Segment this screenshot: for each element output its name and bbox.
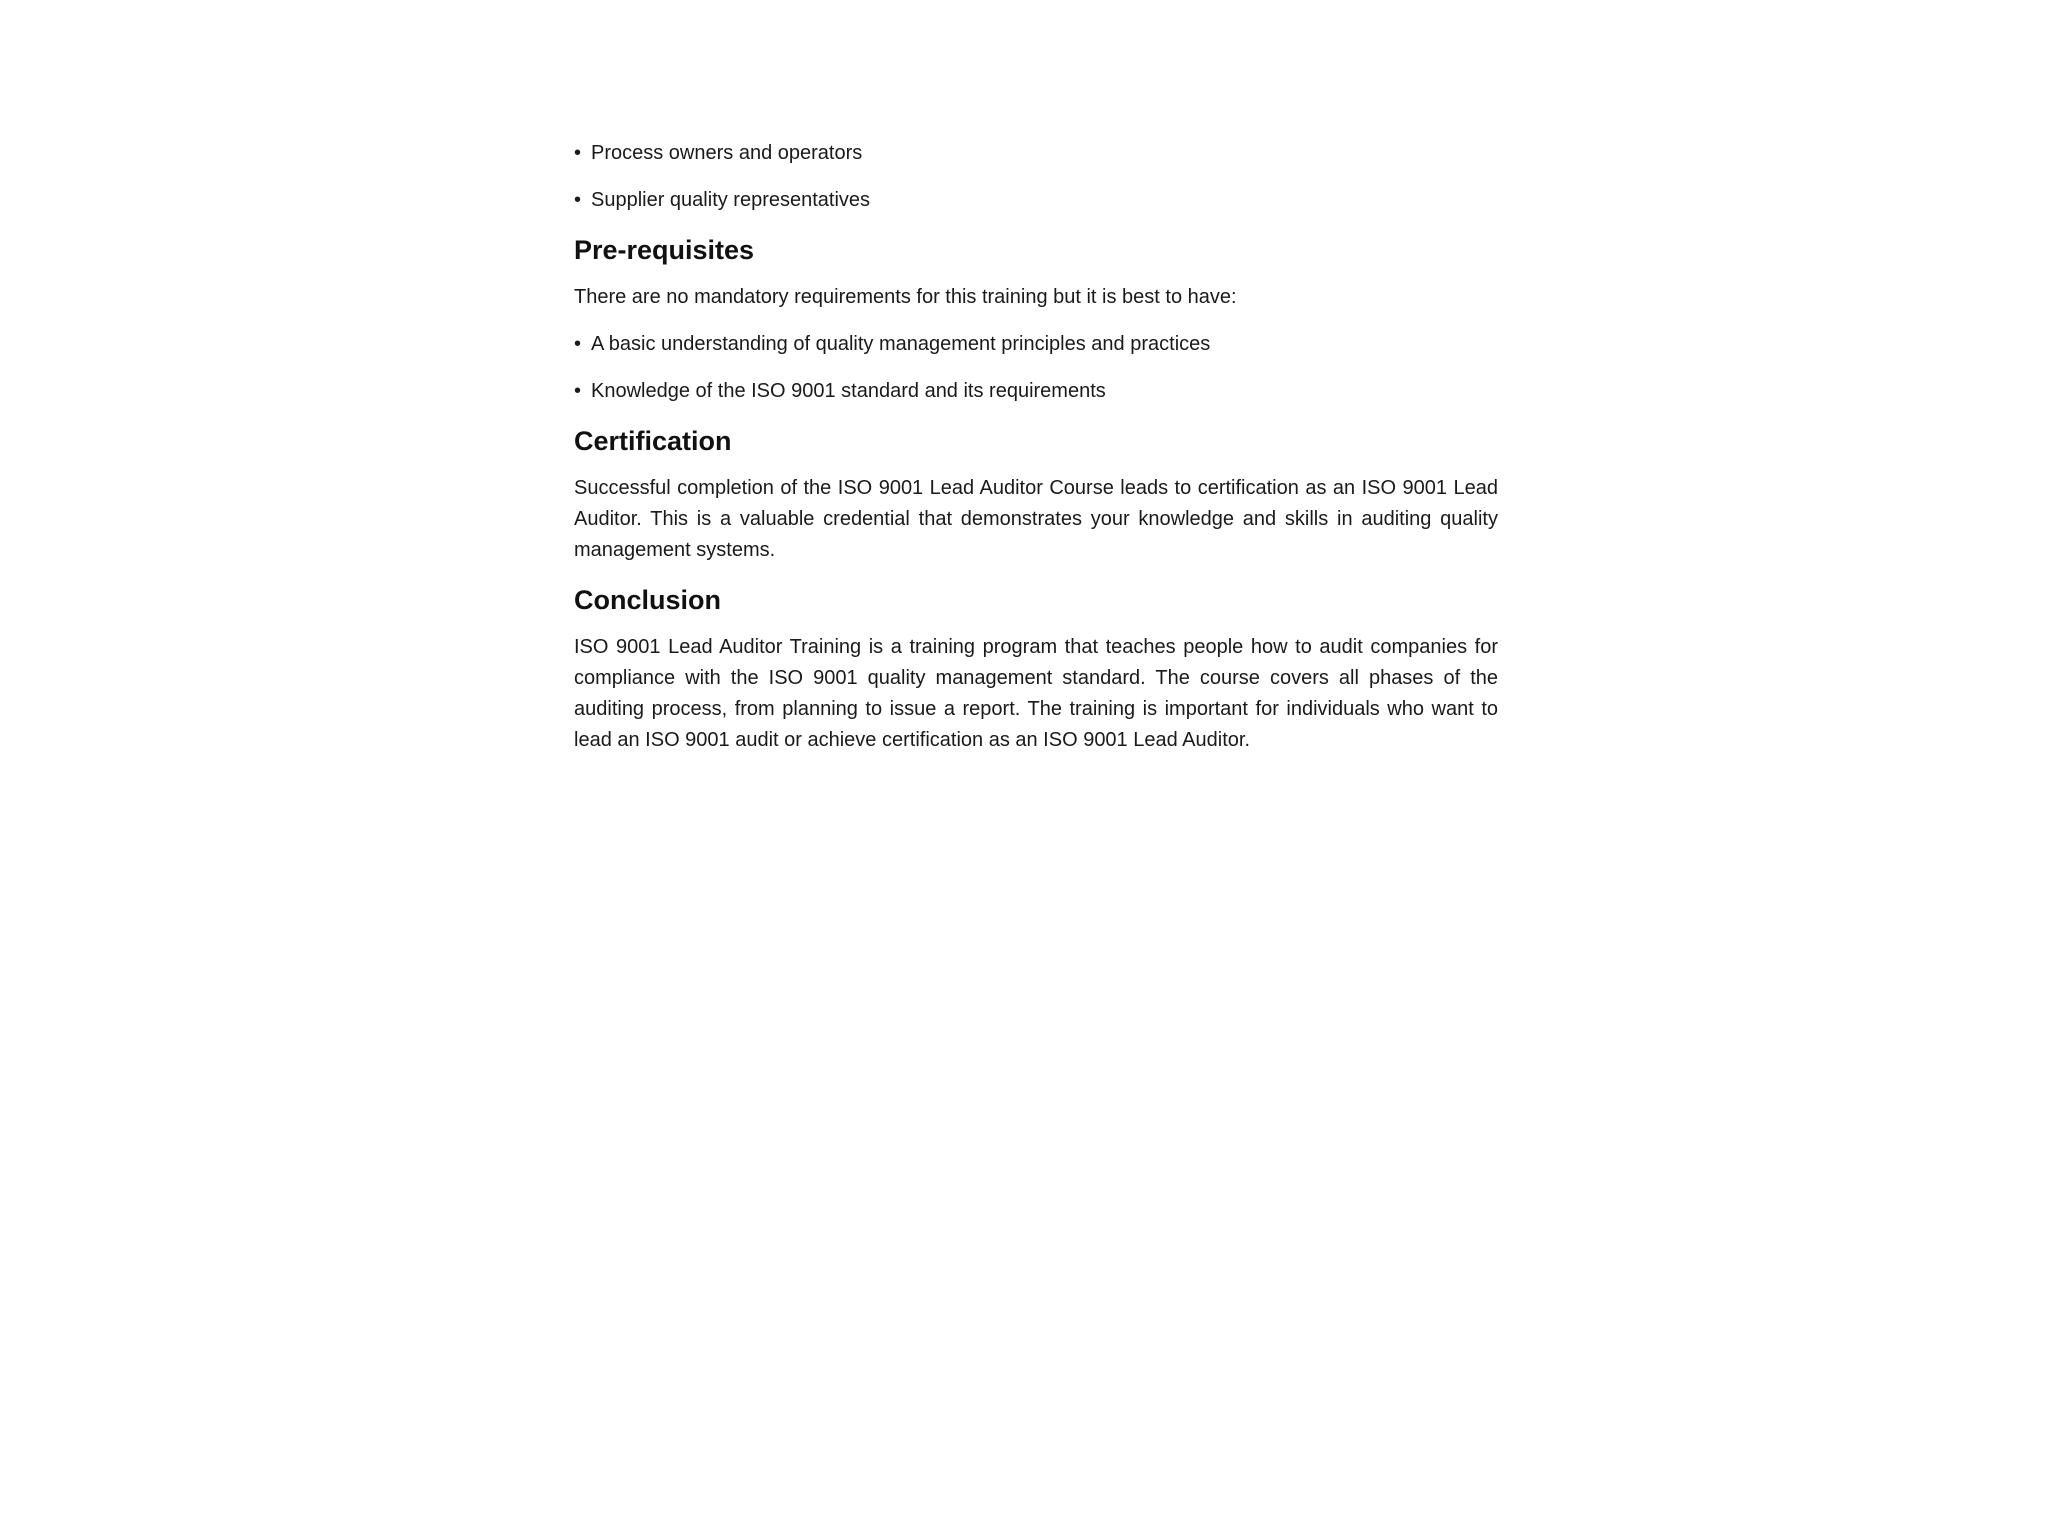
bullet-glyph: • xyxy=(574,333,582,355)
conclusion-body: ISO 9001 Lead Auditor Training is a training program that teaches people how to audit companies for compliance with the ISO 9001 quality management standard. The course covers all phases of the auditing process, from planning to issue a report. The training is important for individuals who want to lead an ISO 9001 audit or achieve certification as an ISO 9001 Lead Auditor. xyxy=(574,636,1498,751)
bullet-glyph: • xyxy=(574,380,582,402)
bullet-item xyxy=(574,329,1498,360)
bullet-text: Process owners and operators xyxy=(591,142,863,164)
certification-body: Successful completion of the ISO 9001 Lead Auditor Course leads to certification as an ISO 9001 Lead Auditor. This is a valuable credential that demonstrates your knowledge and skills in auditing quality management systems. xyxy=(574,477,1498,561)
bullet-text: Knowledge of the ISO 9001 standard and its requirements xyxy=(591,380,1106,402)
bullet-text: A basic understanding of quality management principles and practices xyxy=(591,333,1211,355)
bullet-glyph: • xyxy=(574,142,582,164)
bullet-item xyxy=(574,185,1498,216)
prerequisites-intro: There are no mandatory requirements for this training but it is best to have: xyxy=(574,286,1237,308)
bullet-glyph: • xyxy=(574,189,582,211)
certification-heading: Certification xyxy=(574,426,732,456)
prerequisites-heading: Pre-requisites xyxy=(574,235,755,265)
bullet-item xyxy=(574,138,1498,169)
conclusion-heading: Conclusion xyxy=(574,585,721,615)
document-page xyxy=(574,138,1498,772)
bullet-text: Supplier quality representatives xyxy=(591,189,871,211)
bullet-item xyxy=(574,376,1498,407)
